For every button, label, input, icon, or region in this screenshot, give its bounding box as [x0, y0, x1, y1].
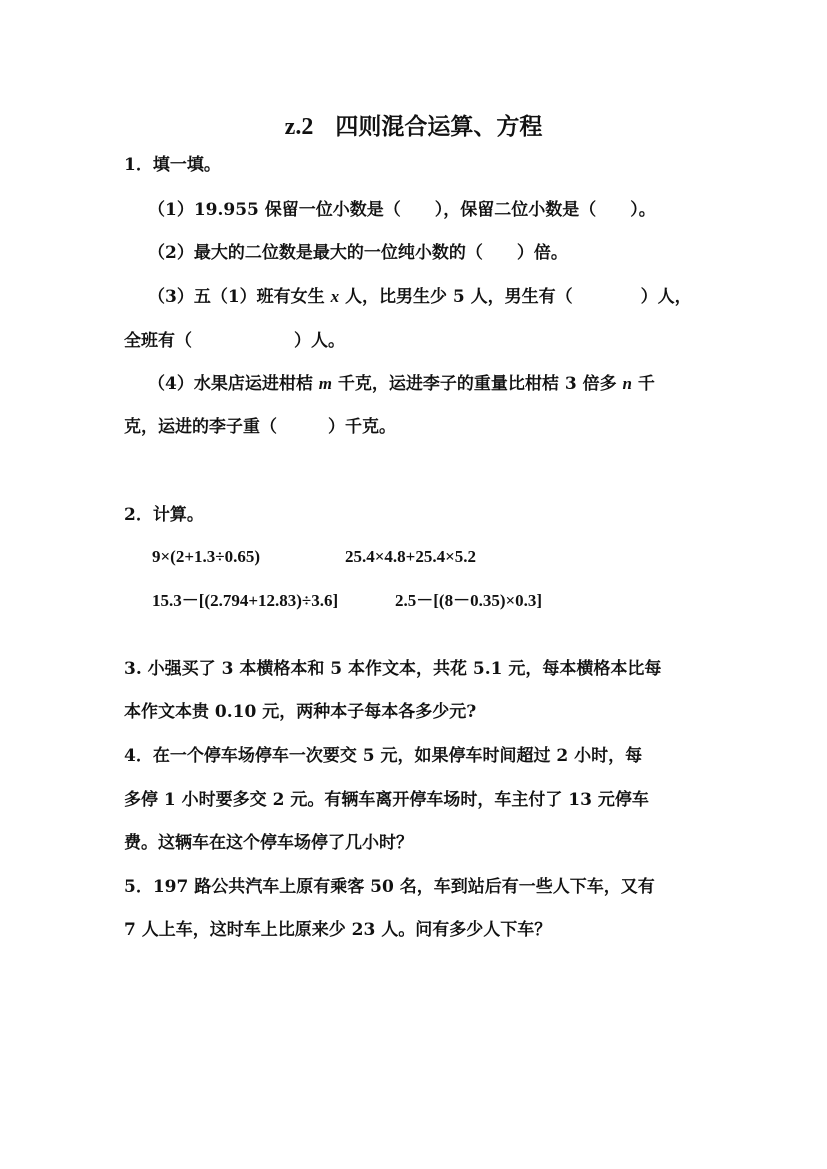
q1-part3-text-a: （3）五（1）班有女生 [148, 287, 331, 307]
title-code: z.2 [284, 114, 314, 140]
page-title [0, 108, 827, 141]
q2-expression-3: 15.3－[(2.794+12.83)÷3.6] [152, 591, 339, 610]
q2-expression-2: 25.4×4.8+25.4×5.2 [345, 547, 477, 566]
q5-line1: 5．197 路公共汽车上原有乘客 50 名，车到站后有一些人下车，又有 [124, 877, 655, 897]
q1-part1: （1）19.955 保留一位小数是（ ），保留二位小数是（ ）。 [148, 200, 656, 220]
variable-m: m [318, 374, 332, 393]
q1-part3-line2: 全班有（ ）人。 [124, 331, 345, 351]
q5-line2: 7 人上车，这时车上比原来少 23 人。问有多少人下车？ [124, 920, 552, 940]
q1-part4-text-a: （4）水果店运进柑桔 [148, 374, 319, 394]
q1-part3-text-b: 人，比男生少 5 人，男生有（ ）人， [339, 287, 692, 307]
q3-line1: 3. 小强买了 3 本横格本和 5 本作文本，共花 5.1 元，每本横格本比每 [124, 659, 662, 679]
q1-part3-line1 [148, 286, 692, 308]
variable-x: x [330, 287, 340, 306]
q2-heading: 2．计算。 [124, 505, 204, 525]
q1-part4-text-b: 千克，运进李子的重量比柑桔 3 倍多 [331, 374, 623, 394]
variable-n: n [622, 374, 632, 393]
q1-part2: （2）最大的二位数是最大的一位纯小数的（ ）倍。 [148, 243, 568, 263]
q4-line2: 多停 1 小时要多交 2 元。有辆车离开停车场时，车主付了 13 元停车 [124, 790, 649, 810]
q2-expression-4: 2.5－[(8－0.35)×0.3] [395, 591, 543, 610]
q1-part4-text-c: 千 [631, 374, 655, 394]
q2-expression-1: 9×(2+1.3÷0.65) [152, 547, 261, 566]
q1-heading: 1．填一填。 [124, 155, 221, 175]
q4-line3: 费。这辆车在这个停车场停了几小时？ [124, 833, 413, 853]
q4-line1: 4．在一个停车场停车一次要交 5 元，如果停车时间超过 2 小时，每 [124, 746, 643, 766]
title-text: 四则混合运算、方程 [335, 113, 543, 140]
q1-part4-line2: 克，运进的李子重（ ）千克。 [124, 417, 396, 437]
q1-part4-line1 [148, 373, 655, 395]
q3-line2: 本作文本贵 0.10 元，两种本子每本各多少元? [124, 702, 477, 722]
